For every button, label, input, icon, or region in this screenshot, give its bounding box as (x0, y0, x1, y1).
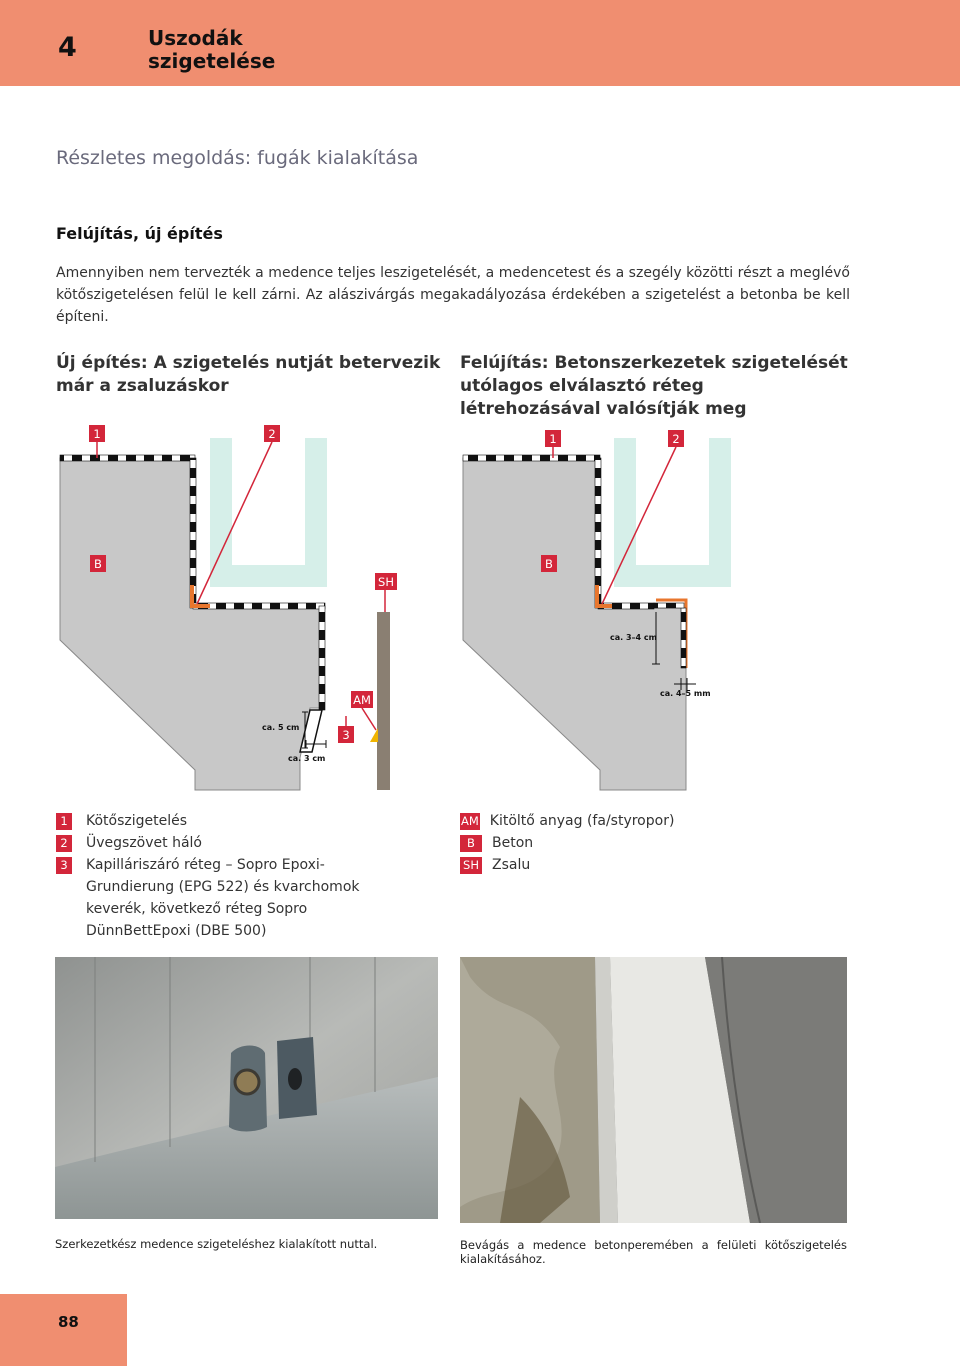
svg-text:AM: AM (353, 693, 371, 707)
chapter-number: 4 (58, 32, 77, 63)
marker-b-left (90, 555, 106, 572)
formwork-board (377, 612, 390, 790)
svg-text:2: 2 (268, 427, 276, 441)
marker-am-left (351, 691, 373, 708)
legend-code: 1 (56, 813, 72, 830)
diagram-right-title: Felújítás: Betonszerkezetek szigetelését utólagos elválasztó réteg létrehozásával valósítják meg (460, 353, 848, 419)
photo-caption-left: Szerkezetkész medence szigeteléshez kialakított nuttal. (55, 1237, 378, 1251)
marker-2-right (668, 430, 684, 447)
svg-text:B: B (94, 557, 102, 571)
svg-text:1: 1 (549, 432, 557, 446)
legend-item (460, 832, 533, 854)
subheading: Felújítás, új építés (56, 224, 223, 243)
dim-label-right-1: ca. 3–4 cm (610, 633, 657, 642)
legend-text: Beton (492, 835, 534, 851)
dim-label-left-2: ca. 3 cm (288, 754, 326, 763)
legend-code: 3 (56, 857, 72, 874)
diagram-left (60, 425, 397, 790)
legend-code: B (460, 835, 482, 852)
chapter-title: Uszodák szigetelése (148, 26, 276, 73)
diagram-left-title: Új építés: A szigetelés nutját betervezik már a zsaluzáskor (56, 353, 441, 396)
marker-1-left (89, 425, 105, 442)
photo-pool-wall (55, 957, 438, 1219)
filler-triangle (370, 728, 378, 742)
marker-sh-left (375, 573, 397, 590)
svg-text:SH: SH (378, 575, 394, 589)
marker-3-left (338, 726, 354, 743)
photo-pool-edge-cut (460, 957, 847, 1223)
legend-item (56, 810, 187, 832)
intro-paragraph: Amennyiben nem tervezték a medence teljes leszigetelését, a medencetest és a szegély közötti részt a meglévő kötőszigetelésen felül le kell zárni. Az alászivárgás megakadályozása érdekében a szigetelést a betonba be kell építeni. (56, 265, 850, 325)
watermark-logo (614, 438, 731, 587)
marker-b-right (541, 555, 557, 572)
legend-text: Kapilláriszáró réteg – Sopro Epoxi-Grundierung (EPG 522) és kvarchomok keverék, következő réteg Sopro DünnBettEpoxi (DBE 500) (86, 857, 360, 939)
dim-label-left-1: ca. 5 cm (262, 723, 300, 732)
legend-item (56, 832, 202, 854)
svg-text:B: B (545, 557, 553, 571)
legend-text: Kötőszigetelés (86, 813, 188, 829)
marker-2-left (264, 425, 280, 442)
legend-code: SH (460, 857, 482, 874)
legend-item (460, 854, 530, 876)
page-number: 88 (58, 1313, 79, 1331)
svg-text:1: 1 (93, 427, 101, 441)
diagram-right (463, 430, 731, 790)
legend-text: Zsalu (492, 857, 531, 873)
legend-code: 2 (56, 835, 72, 852)
dim-label-right-2: ca. 4–5 mm (660, 689, 711, 698)
legend-code: AM (461, 814, 479, 828)
photo-caption-right: Bevágás a medence betonperemében a felületi kötőszigetelés kialakításához. (460, 1238, 847, 1266)
svg-text:2: 2 (672, 432, 680, 446)
concrete-body-right (463, 458, 686, 790)
marker-1-right (545, 430, 561, 447)
svg-text:3: 3 (342, 728, 350, 742)
legend-text: Üvegszövet háló (86, 835, 202, 851)
watermark-logo (210, 438, 327, 587)
section-title: Részletes megoldás: fugák kialakítása (56, 147, 419, 169)
legend-item (460, 810, 674, 832)
legend-text: Kitöltő anyag (fa/styropor) (489, 813, 675, 829)
legend-item (56, 854, 416, 942)
